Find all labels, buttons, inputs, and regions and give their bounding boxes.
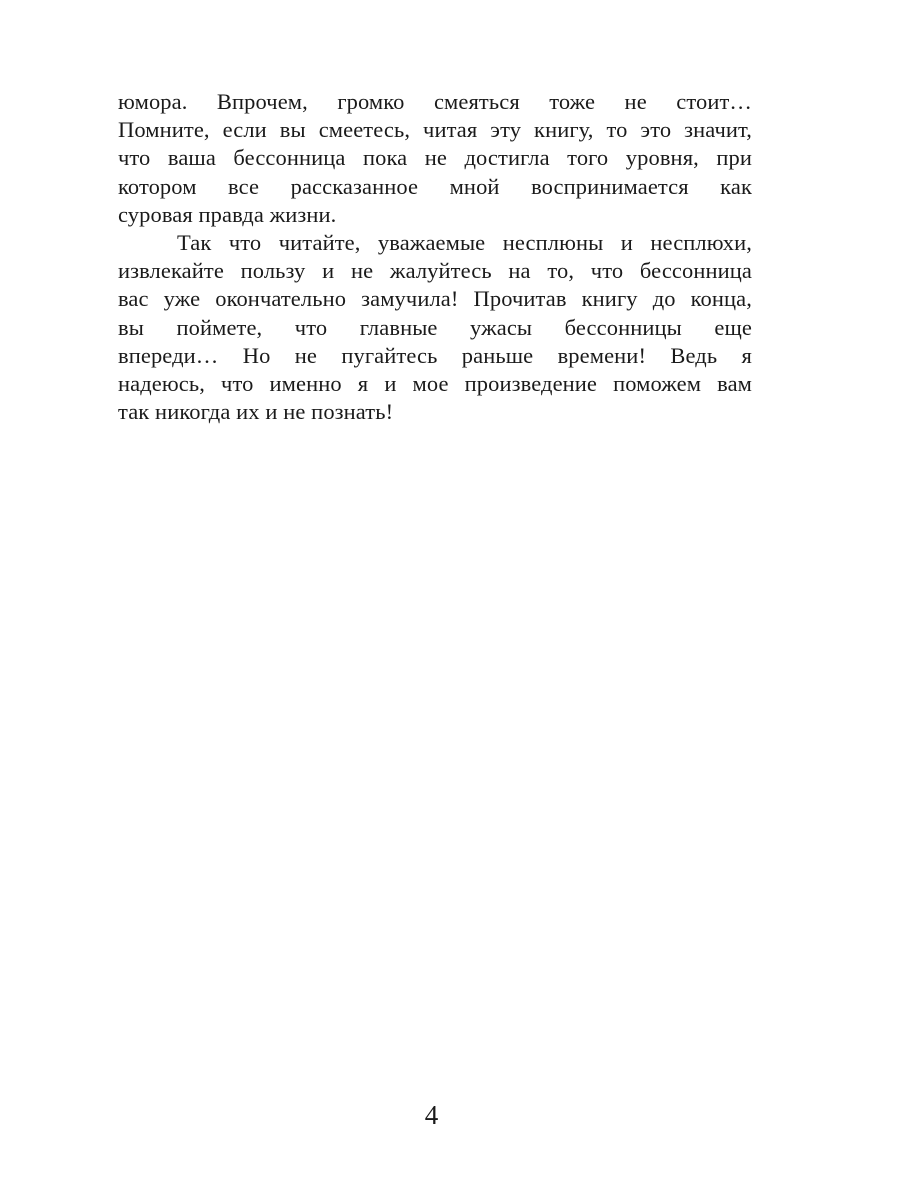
text-line: извлекайте пользу и не жалуйтесь на то, что бессонница bbox=[118, 258, 752, 284]
paragraph-1 bbox=[118, 88, 752, 229]
text-line: вы поймете, что главные ужасы бессонницы еще bbox=[118, 314, 752, 340]
text-line: что ваша бессонница пока не достигла того уровня, при bbox=[118, 145, 752, 171]
text-line: суровая правда жизни. bbox=[118, 201, 337, 227]
body-text bbox=[118, 88, 752, 426]
text-line: Помните, если вы смеетесь, читая эту книгу, то это значит, bbox=[118, 117, 752, 143]
page-number: 4 bbox=[424, 1100, 439, 1130]
text-line: Так что читайте, уважаемые несплюны и несплюхи, bbox=[177, 229, 752, 255]
text-line: юмора. Впрочем, громко смеяться тоже не стоит… bbox=[118, 89, 752, 114]
text-line: вас уже окончательно замучила! Прочитав книгу до конца, bbox=[118, 286, 752, 312]
text-line: так никогда их и не познать! bbox=[118, 399, 394, 425]
text-line: впереди… Но не пугайтесь раньше времени! Ведь я bbox=[118, 342, 752, 368]
text-line: котором все рассказанное мной воспринимается как bbox=[118, 173, 752, 199]
paragraph-2 bbox=[118, 229, 752, 426]
text-line: надеюсь, что именно я и мое произведение поможем вам bbox=[118, 370, 752, 396]
